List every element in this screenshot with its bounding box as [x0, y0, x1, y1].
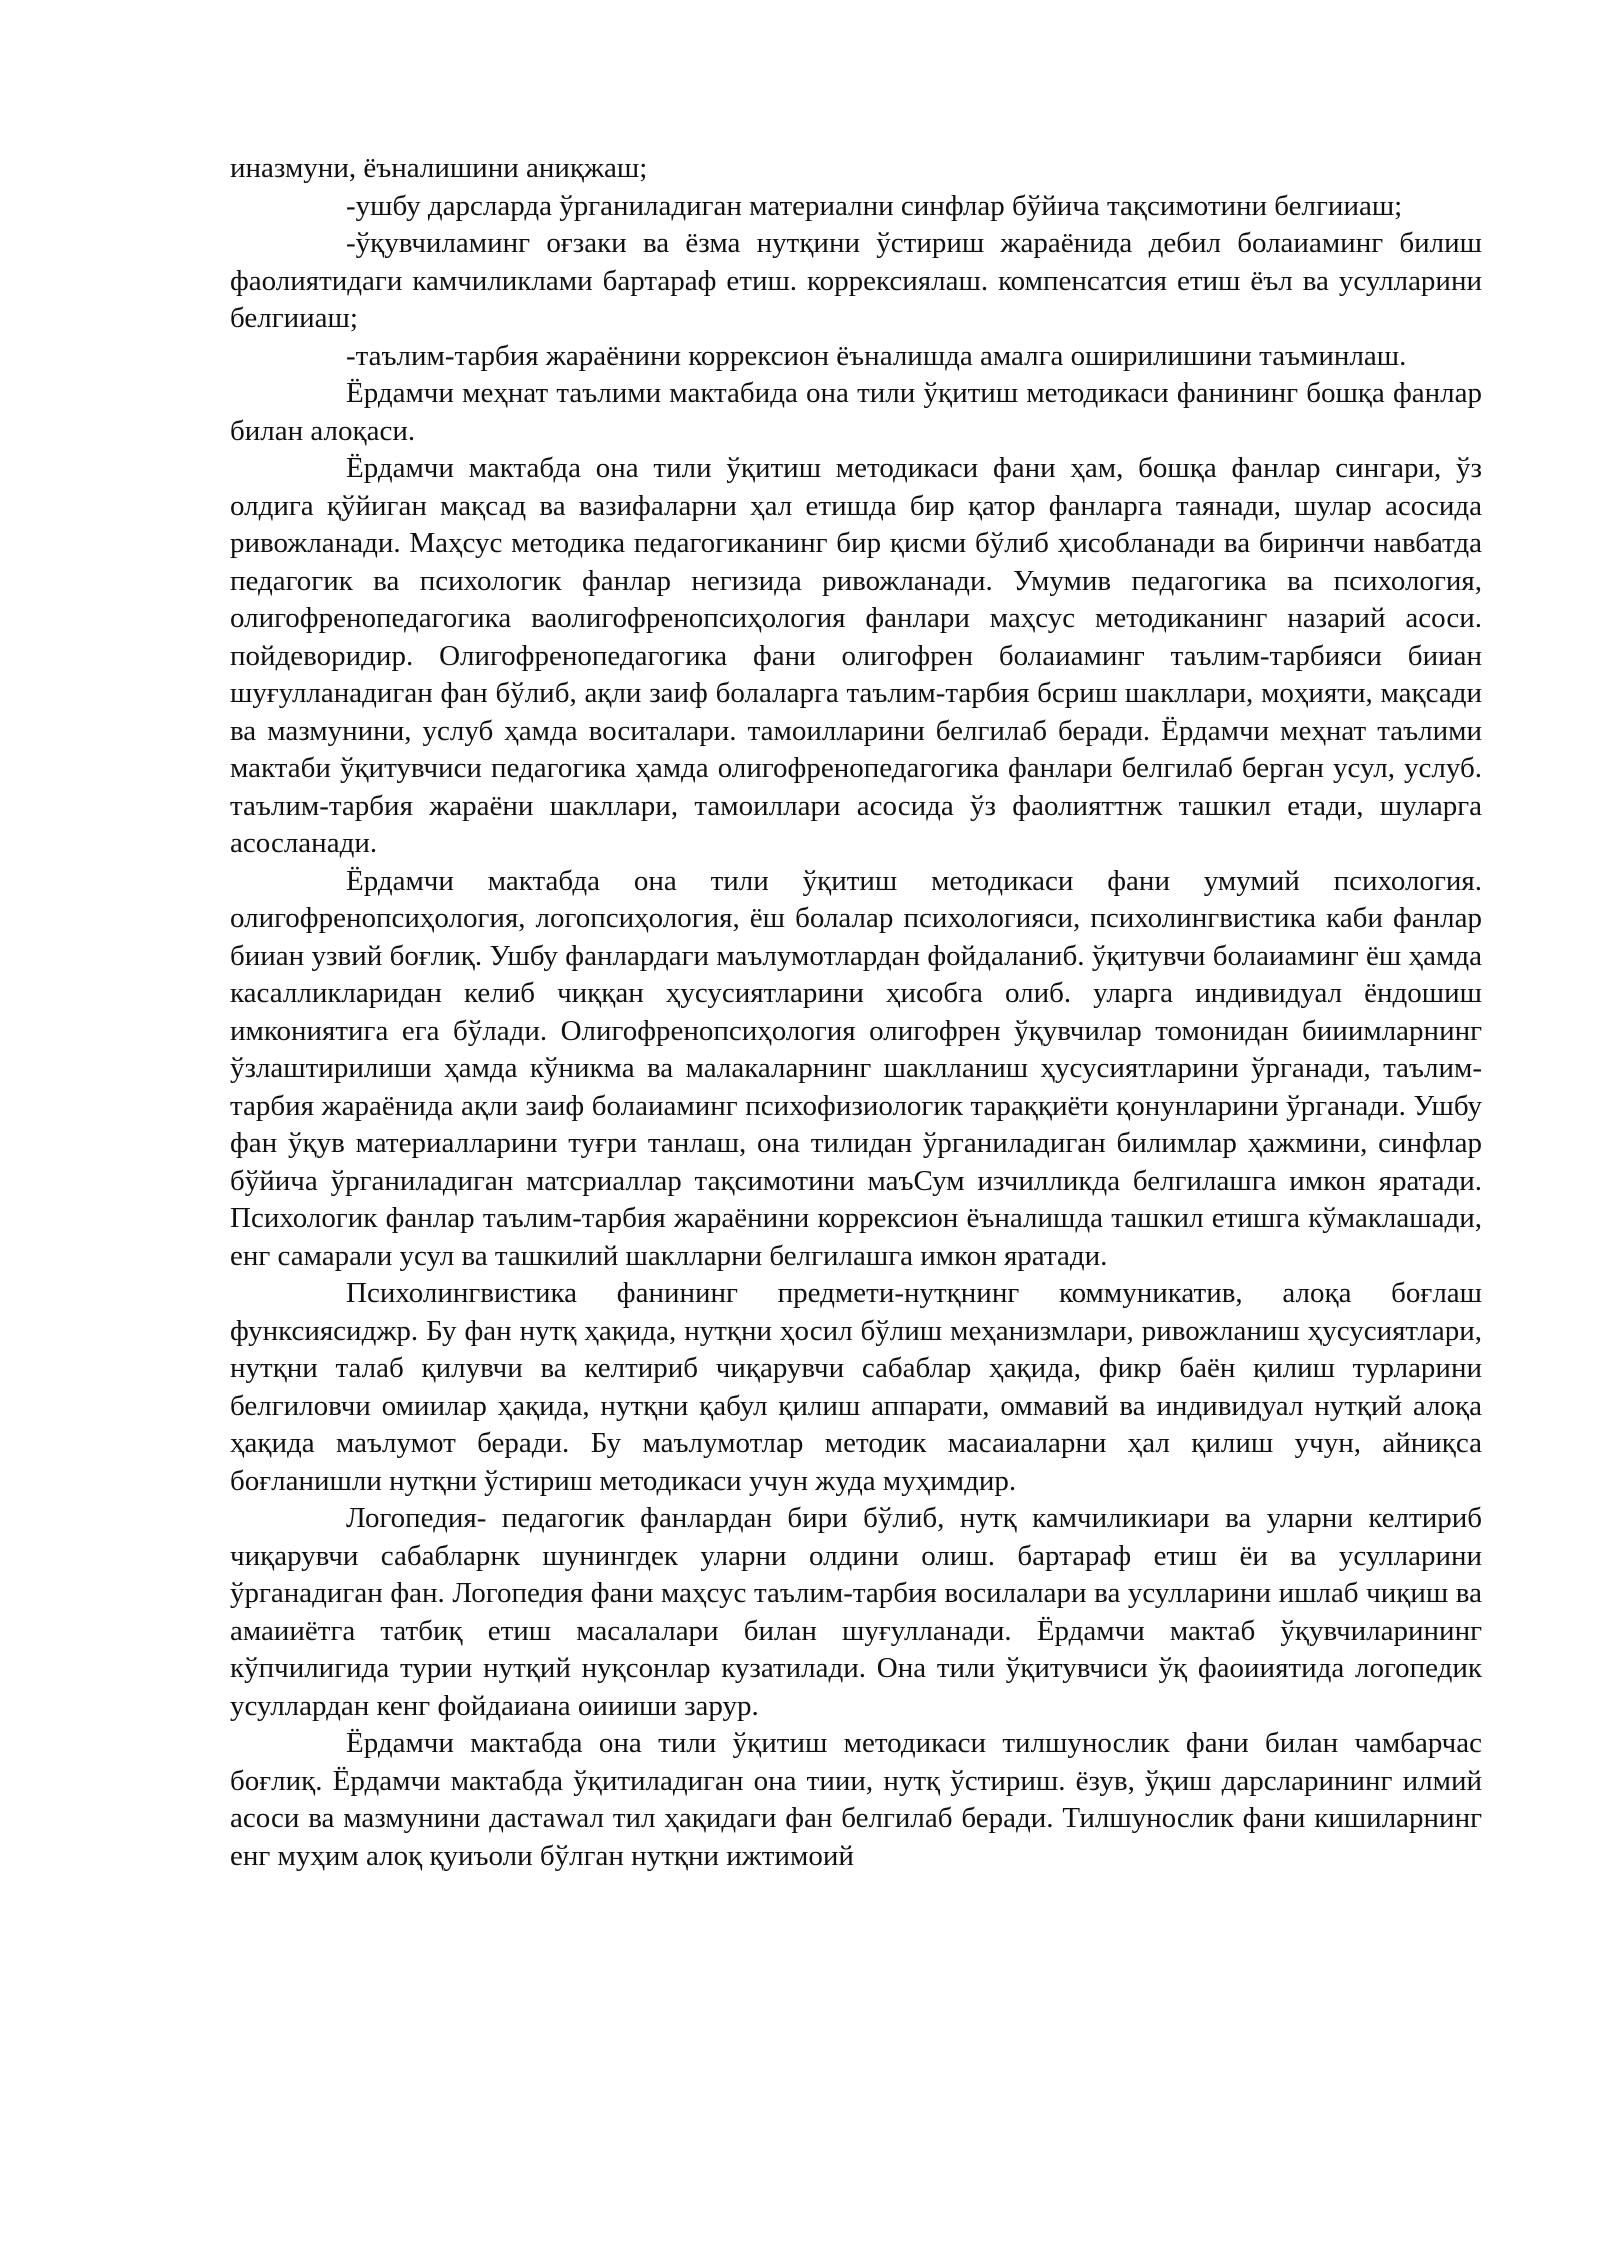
paragraph: Ёрдамчи мактабда она тили ўқитиш методикаси тилшунослик фани билан чамбарчас боғлиқ. Ёрдамчи мактабда ўқитиладиган она тиии, нутқ ўстириш. ёзув, ўқиш дарсларининг илмий асоси ва мазмунини дастаwал тил ҳақидаги фан белгилаб беради. Тилшунослик фани кишиларнинг енг муҳим алоқ қуиъоли бўлган нутқни ижтимоий [230, 1727, 1482, 1872]
paragraph: -таълим-тарбия жараёнини коррексион ёъналишда амалга оширилишини таъминлаш. [346, 339, 1407, 372]
paragraph: -ушбу дарсларда ўрганиладиган материални синфлар бўйича тақсимотини белгииаш; [346, 189, 1403, 222]
paragraph: Психолингвистика фанининг предмети-нутқнинг коммуникатив, алоқа боғлаш функсиясиджр. Бу фан нутқ ҳақида, нутқни ҳосил бўлиш меҳанизмлари, ривожланиш ҳусусиятлари, нутқни талаб қилувчи ва келтириб чиқарувчи сабаблар ҳақида, фикр баён қилиш турларини белгиловчи омиилар ҳақида, нутқни қабул қилиш аппарати, оммавий ва индивидуал нутқий алоқа ҳақида маълумот беради. Бу маълумотлар методик масаиаларни ҳал қилиш учун, айниқса боғланишли нутқни ўстириш методикаси учун жуда муҳимдир. [230, 1277, 1482, 1497]
paragraph: Ёрдамчи мактабда она тили ўқитиш методикаси фани ҳам, бошқа фанлар сингари, ўз олдига қўйиган мақсад ва вазифаларни ҳал етишда бир қатор фанларга таянади, шулар асосида ривожланади. Маҳсус методика педагогиканинг бир қисми бўлиб ҳисобланади ва биринчи навбатда педагогик ва психологик фанлар негизида ривожланади. Умумив педагогика ва психология, олигофренопедагогика ваолигофренопсиҳология фанлари маҳсус методиканинг назарий асоси. пойдеворидир. Олигофренопедагогика фани олигофрен болаиаминг таълим-тарбияси бииан шуғулланадиган фан бўлиб, ақли заиф болаларга таълим-тарбия бсриш шакллари, моҳияти, мақсади ва мазмунини, услуб ҳамда воситалари. тамоилларини белгилаб беради. Ёрдамчи меҳнат таълими мактаби ўқитувчиси педагогика ҳамда олигофренопедагогика фанлари белгилаб берган усул, услуб. таълим-тарбия жараёни шакллари, тамоиллари асосида ўз фаолияттнж ташкил етади, шуларга асосланади. [230, 452, 1482, 859]
paragraph: Ёрдамчи мактабда она тили ўқитиш методикаси фани умумий психология. олигофренопсиҳология, логопсиҳология, ёш болалар психологияси, психолингвистика каби фанлар бииан узвий боғлиқ. Ушбу фанлардаги маълумотлардан фойдаланиб. ўқитувчи болаиаминг ёш ҳамда касалликларидан келиб чиққан ҳусусиятларини ҳисобга олиб. уларга индивидуал ёндошиш имкониятига ега бўлади. Олигофренопсиҳология олигофрен ўқувчилар томонидан бииимларнинг ўзлаштирилиши ҳамда кўникма ва малакаларнинг шаклланиш ҳусусиятларини ўрганади, таълим-тарбия жараёнида ақли заиф болаиаминг психофизиологик тараққиёти қонунларини ўрганади. Ушбу фан ўқув материалларини туғри танлаш, она тилидан ўрганиладиган билимлар ҳажмини, синфлар бўйича ўрганиладиган матсриаллар тақсимотини маъСум изчилликда белгилашга имкон яратади. Психологик фанлар таълим-тарбия жараёнини коррексион ёъналишда ташкил етишга кўмаклашади, енг самарали усул ва ташкилий шаклларни белгилашга имкон яратади. [230, 864, 1482, 1272]
paragraph: иназмуни, ёъналишини аниқжаш; [230, 152, 648, 184]
paragraph: -ўқувчиламинг оғзаки ва ёзма нутқини ўстириш жараёнида дебил болаиаминг билиш фаолиятидаги камчиликлами бартараф етиш. коррексиялаш. компенсатсия етиш ёъл ва усулларини белгииаш; [230, 227, 1482, 334]
document-page [230, 150, 1482, 1875]
paragraph: Логопедия- педагогик фанлардан бири бўлиб, нутқ камчиликиари ва уларни келтириб чиқарувчи сабабларнк шунингдек уларни олдини олиш. бартараф етиш ёи ва усулларини ўрганадиган фан. Логопедия фани маҳсус таълим-тарбия восилалари ва усулларини ишлаб чиқиш ва амаииётга татбиқ етиш масалалари билан шуғулланади. Ёрдамчи мактаб ўқувчиларининг кўпчилигида турии нутқий нуқсонлар кузатилади. Она тили ўқитувчиси ўқ фаоииятида логопедик усуллардан кенг фойдаиана оиииши зарур. [230, 1502, 1482, 1722]
section-heading-paragraph: Ёрдамчи меҳнат таълими мактабида она тили ўқитиш методикаси фанининг бошқа фанлар билан алоқаси. [230, 377, 1482, 447]
